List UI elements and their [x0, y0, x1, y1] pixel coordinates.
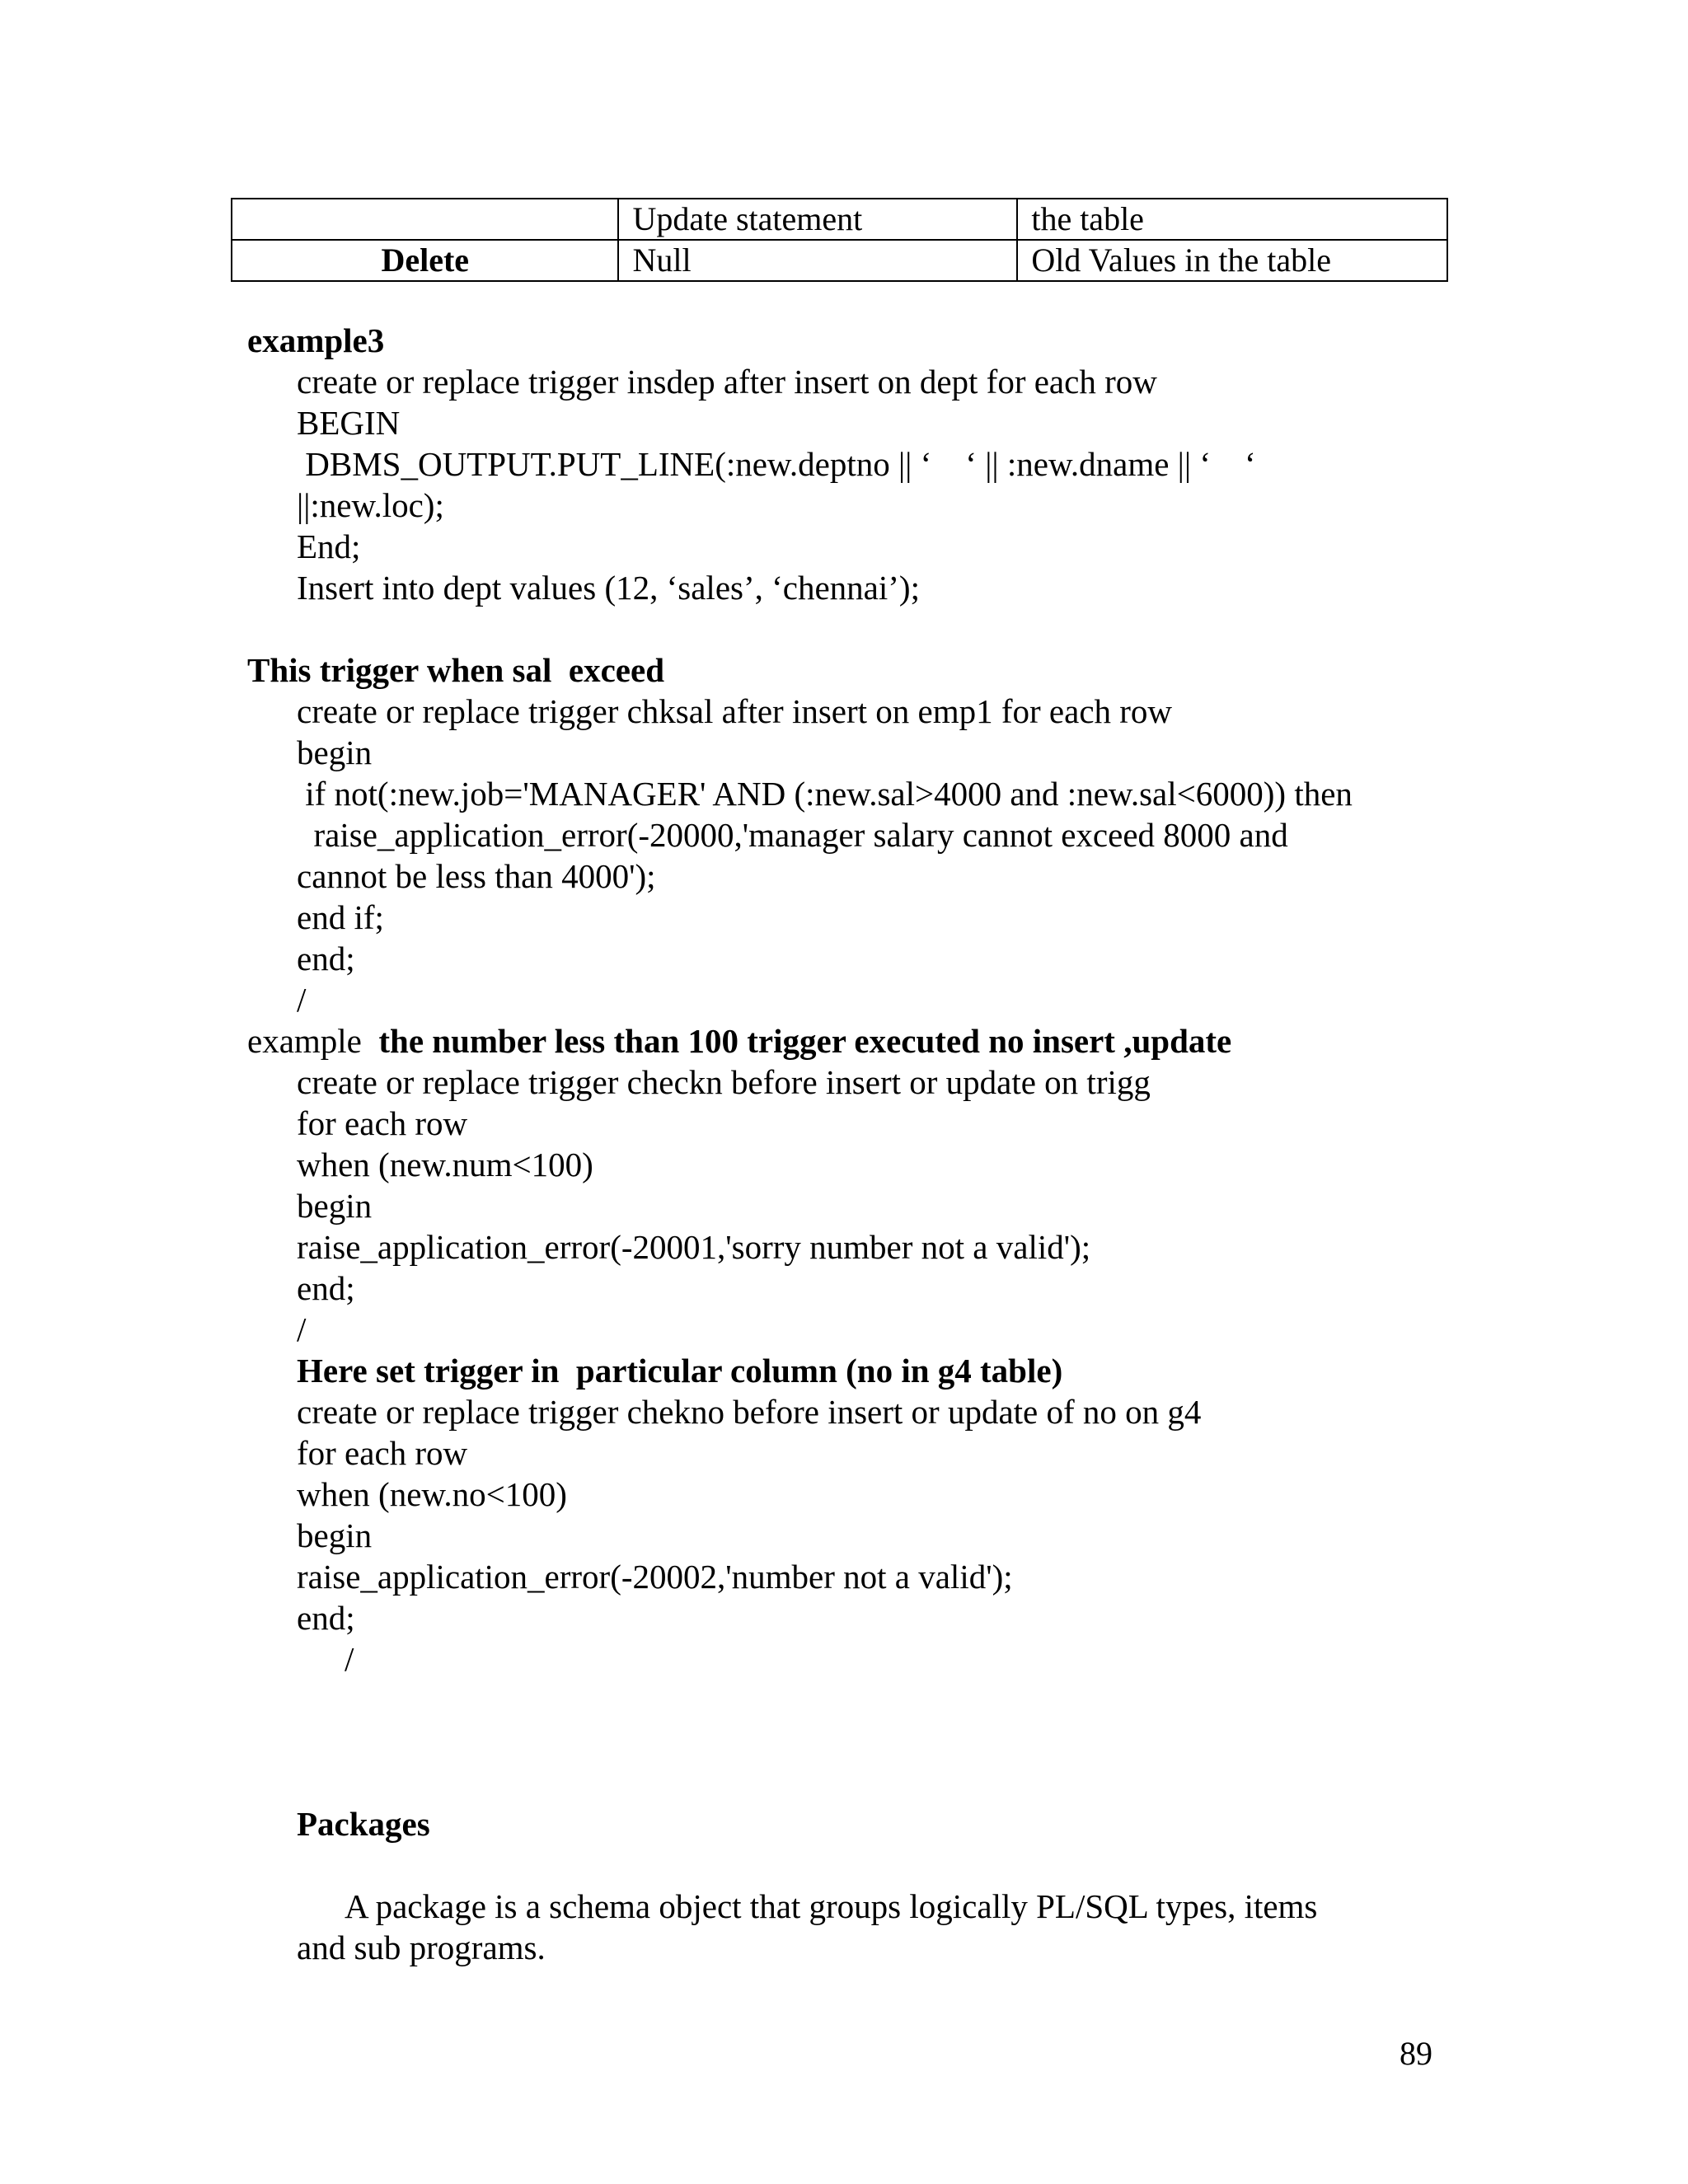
table-cell: Old Values in the table [1017, 240, 1447, 281]
code-line: end; [297, 1599, 355, 1637]
code-line: raise_application_error(-20000,'manager salary cannot exceed 8000 and [297, 816, 1288, 854]
code-line: raise_application_error(-20002,'number not a valid'); [297, 1558, 1013, 1596]
code-line: when (new.no<100) [297, 1475, 567, 1513]
num-trigger-heading-line [247, 1020, 1231, 1062]
code-line: end if; [297, 898, 384, 936]
code-line: / [297, 981, 307, 1019]
code-line: begin [297, 733, 373, 771]
code-line: BEGIN [297, 404, 401, 442]
table-row [232, 240, 1447, 281]
code-line: begin [297, 1516, 373, 1554]
column-trigger-heading: Here set trigger in particular column (no in g4 table) [297, 1352, 1063, 1390]
code-line: / [297, 1310, 307, 1348]
example3-heading: example3 [247, 321, 385, 359]
table-cell: Delete [232, 240, 618, 281]
table-cell [232, 199, 618, 240]
code-line: create or replace trigger checkn before insert or update on trigg [297, 1063, 1151, 1101]
code-line: when (new.num<100) [297, 1146, 593, 1183]
code-line: begin [297, 1187, 373, 1225]
code-line: End; [297, 527, 361, 565]
table-cell: Null [618, 240, 1017, 281]
code-line: raise_application_error(-20001,'sorry number not a valid'); [297, 1228, 1091, 1266]
table-row [232, 199, 1447, 240]
table-cell: Update statement [618, 199, 1017, 240]
trigger-values-table [231, 198, 1448, 282]
code-line: Insert into dept values (12, ‘sales’, ‘chennai’); [297, 569, 920, 607]
code-line: for each row [297, 1434, 468, 1472]
code-line: if not(:new.job='MANAGER' AND (:new.sal>4000 and :new.sal<6000)) then [297, 775, 1353, 813]
table-cell: the table [1017, 199, 1447, 240]
code-line: cannot be less than 4000'); [297, 857, 656, 895]
code-line: create or replace trigger chksal after insert on emp1 for each row [297, 692, 1173, 730]
page-number: 89 [1400, 2035, 1432, 2072]
code-line: for each row [297, 1104, 468, 1142]
code-line: / [345, 1640, 354, 1678]
code-line: end; [297, 940, 355, 977]
sal-trigger-heading: This trigger when sal exceed [247, 651, 664, 689]
packages-paragraph-line: and sub programs. [297, 1929, 546, 1966]
code-line: ||:new.loc); [297, 486, 444, 524]
code-line: create or replace trigger insdep after insert on dept for each row [297, 363, 1157, 401]
packages-paragraph-line: A package is a schema object that groups logically PL/SQL types, items [345, 1887, 1318, 1925]
code-line: end; [297, 1269, 355, 1307]
code-line: DBMS_OUTPUT.PUT_LINE(:new.deptno || ‘ ‘ || :new.dname || ‘ ‘ [297, 445, 1256, 483]
code-line: create or replace trigger chekno before insert or update of no on g4 [297, 1393, 1202, 1431]
num-trigger-prefix: example [247, 1022, 379, 1060]
num-trigger-heading: the number less than 100 trigger executed no insert ,update [378, 1022, 1232, 1060]
packages-heading: Packages [297, 1805, 430, 1843]
